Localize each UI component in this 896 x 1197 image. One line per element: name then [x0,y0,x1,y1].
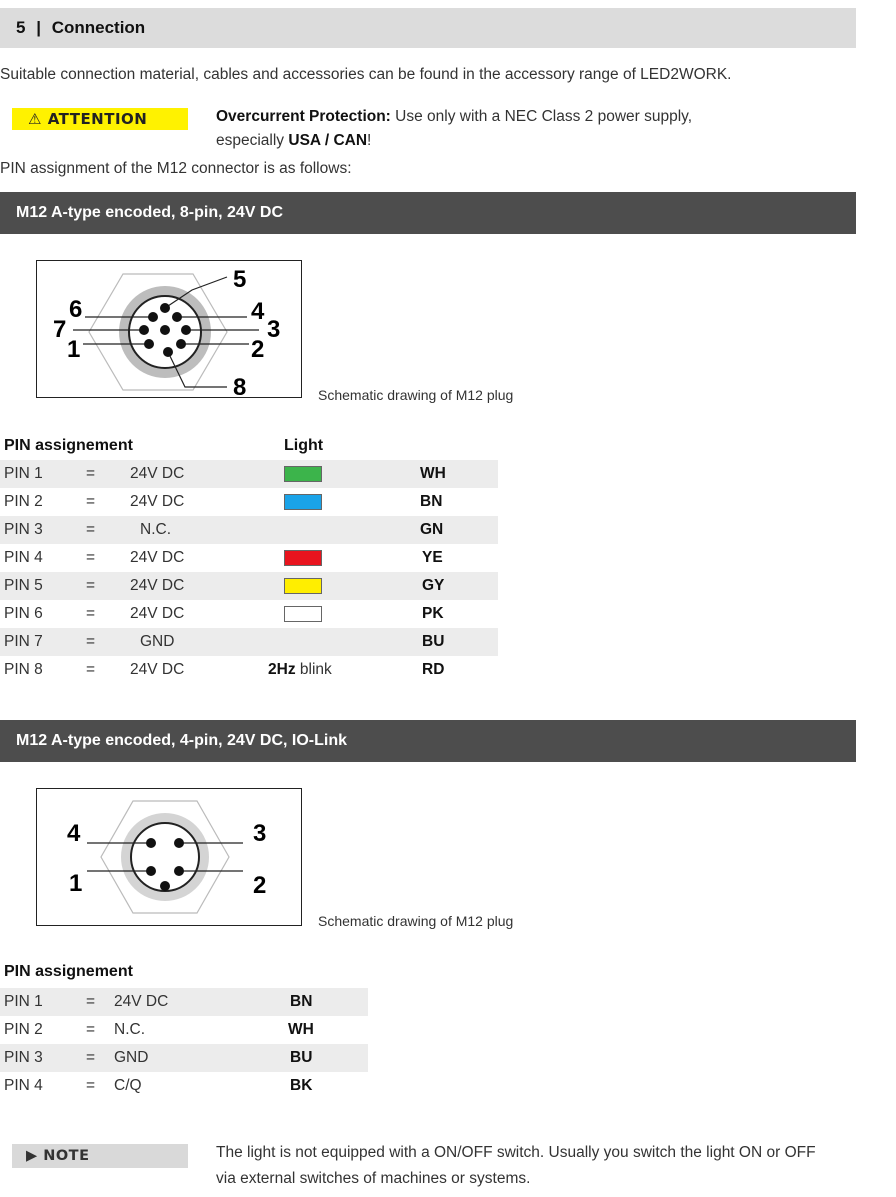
intro-text: Suitable connection material, cables and accessories can be found in the accessory range of LED2WORK. [0,66,732,83]
connector4-heading: M12 A-type encoded, 4-pin, 24V DC, IO-Link [0,720,856,762]
connector4-drawing [36,788,302,926]
pin-label: PIN 3 [4,521,43,538]
note-line-1: The light is not equipped with a ON/OFF switch. Usually you switch the light ON or OFF [216,1144,816,1161]
equals-sign: = [86,465,96,482]
attention-bold-2: USA / CAN [288,132,368,149]
light-blink-text [268,656,332,684]
wire-code: BU [422,633,445,650]
drawing8-label-5: 5 [233,266,247,293]
wire-code: YE [422,549,443,566]
wire-code: PK [422,605,444,622]
pin-value: 24V DC [130,605,185,622]
pin-value: N.C. [140,521,171,538]
table-row [0,600,498,628]
equals-sign: = [86,661,96,678]
equals-sign: = [86,521,96,538]
table-row [0,544,498,572]
light-color-swatch [284,606,322,622]
pin-value: 24V DC [130,661,185,678]
connector8-table-title: PIN assignement [4,437,133,454]
connector8-table [0,460,500,684]
pin-value: 24V DC [130,465,185,482]
wire-code: BK [290,1077,313,1094]
table-row [0,572,498,600]
table-row [0,628,498,656]
table-row [0,1016,368,1044]
attention-text [216,105,776,153]
attention-label: ATTENTION [47,110,148,128]
m12-8pin-plug-drawing [37,261,301,397]
drawing8-label-1: 1 [67,336,81,363]
equals-sign: = [86,605,96,622]
drawing4-label-1: 1 [69,870,83,897]
wire-code: GY [422,577,445,594]
wire-code: RD [422,661,445,678]
pin-label: PIN 5 [4,577,43,594]
connector8-heading: M12 A-type encoded, 8-pin, 24V DC [0,192,856,234]
equals-sign: = [86,493,96,510]
section-separator: | [36,18,41,37]
pin-label: PIN 1 [4,993,43,1010]
pin-value: N.C. [114,1021,145,1038]
drawing8-label-8: 8 [233,374,247,397]
pin-label: PIN 2 [4,1021,43,1038]
wire-code: WH [420,465,446,482]
table-row [0,656,498,684]
pin-value: GND [114,1049,149,1066]
pin-value: 24V DC [130,493,185,510]
section-number: 5 [16,18,26,37]
connector8-caption: Schematic drawing of M12 plug [318,387,514,403]
equals-sign: = [86,1077,96,1094]
drawing8-label-4: 4 [251,298,265,325]
note-text [216,1140,856,1192]
section-title: Connection [51,18,146,37]
pin-label: PIN 1 [4,465,43,482]
play-arrow-icon: ▶ [26,1148,38,1164]
attention-text-1: Use only with a NEC Class 2 power supply, [390,108,693,125]
wire-code: BN [290,993,313,1010]
equals-sign: = [86,577,96,594]
drawing8-label-2: 2 [251,336,265,363]
pin-value: 24V DC [130,577,185,594]
note-line-2: via external switches of machines or systems. [216,1170,531,1187]
pin-label: PIN 4 [4,549,43,566]
table-row [0,516,498,544]
pin-label: PIN 7 [4,633,43,650]
note-label: NOTE [43,1148,90,1164]
equals-sign: = [86,993,96,1010]
warning-icon: ⚠ [28,110,42,128]
light-color-swatch [284,550,322,566]
blink-frequency: 2Hz [268,661,296,678]
connector8-drawing [36,260,302,398]
light-color-swatch [284,494,322,510]
connector4-table [0,988,370,1100]
pin-label: PIN 8 [4,661,43,678]
wire-code: BN [420,493,443,510]
pin-label: PIN 6 [4,605,43,622]
drawing8-label-3: 3 [267,316,281,343]
equals-sign: = [86,1049,96,1066]
note-badge [12,1144,188,1168]
table-row [0,1044,368,1072]
pin-label: PIN 2 [4,493,43,510]
equals-sign: = [86,1021,96,1038]
attention-text-2: especially [216,132,289,149]
drawing8-label-7: 7 [53,316,67,343]
pin-label: PIN 3 [4,1049,43,1066]
blink-label: blink [295,661,332,678]
pin-value: 24V DC [114,993,169,1010]
m12-4pin-plug-drawing [37,789,301,925]
wire-code: BU [290,1049,313,1066]
pin-value: GND [140,633,175,650]
drawing4-label-4: 4 [67,820,81,847]
drawing4-label-3: 3 [253,820,267,847]
drawing8-label-6: 6 [69,296,83,323]
attention-badge [12,108,188,130]
equals-sign: = [86,549,96,566]
drawing4-label-2: 2 [253,872,267,899]
light-column-header: Light [284,437,324,454]
connector4-caption: Schematic drawing of M12 plug [318,913,514,929]
connector4-table-title: PIN assignement [4,963,133,980]
pin-value: C/Q [114,1077,142,1094]
equals-sign: = [86,633,96,650]
attention-bold-label: Overcurrent Protection: [216,108,391,125]
pin-intro: PIN assignment of the M12 connector is as follows: [0,160,352,177]
table-row [0,488,498,516]
wire-code: WH [288,1021,314,1038]
table-row [0,460,498,488]
light-color-swatch [284,578,322,594]
pin-label: PIN 4 [4,1077,43,1094]
table-row [0,988,368,1016]
light-color-swatch [284,466,322,482]
wire-code: GN [420,521,444,538]
attention-text-3: ! [367,132,372,149]
table-row [0,1072,368,1100]
pin-value: 24V DC [130,549,185,566]
section-header [0,8,856,48]
